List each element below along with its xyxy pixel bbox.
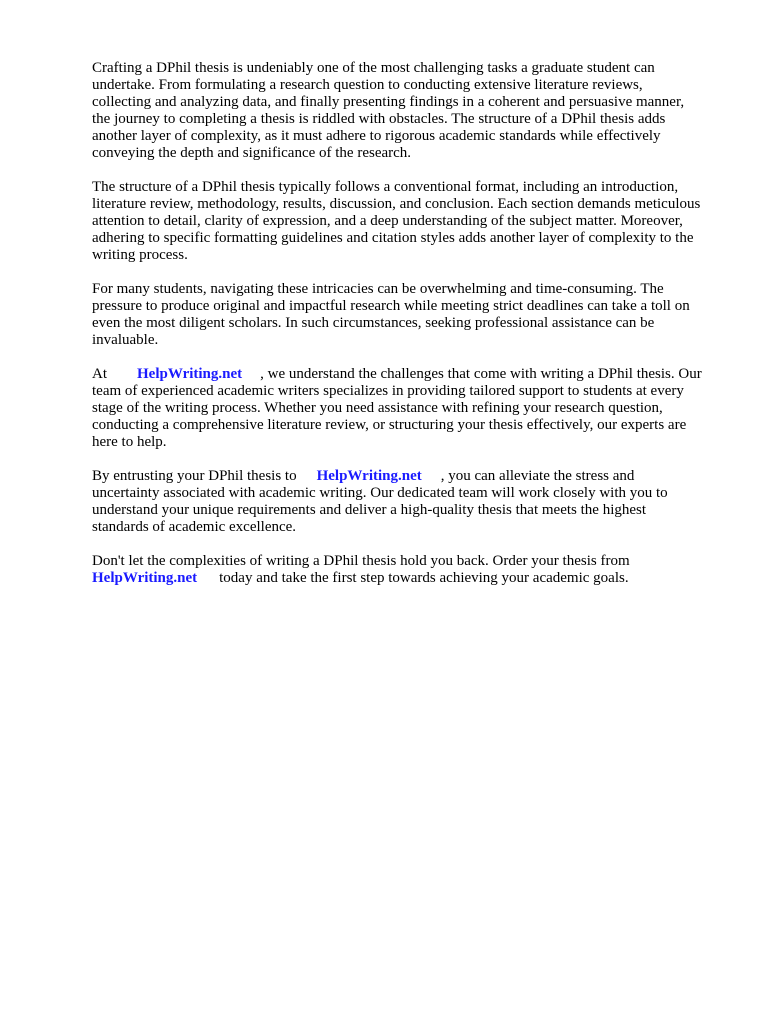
paragraph-text: today and take the first step towards achieving your academic goals.: [219, 570, 629, 586]
paragraph-text: By entrusting your DPhil thesis to: [92, 468, 297, 484]
paragraph-structure: The structure of a DPhil thesis typically follows a conventional format, including an introduction, literature review, methodology, results, discussion, and conclusion. Each section demands meticulous attention to detail, clarity of expression, and a deep understanding of the subject matter. Moreover, adhering to specific formatting guidelines and citation styles adds another layer of complexity to the writing process.: [92, 179, 701, 263]
paragraph-text: Don't let the complexities of writing a DPhil thesis hold you back. Order your thesis from: [92, 553, 630, 569]
paragraph-text: , you can alleviate the stress and uncertainty associated with academic writing. Our dedicated team will work closely with you to understand your unique requirements and deliver a high-quality thesis that meets the highest standards of academic excellence.: [92, 468, 668, 535]
paragraph-order: [92, 553, 732, 587]
document-body: [92, 60, 732, 604]
helpwriting-link[interactable]: HelpWriting.net: [316, 468, 422, 484]
paragraph-text: At: [92, 366, 107, 382]
paragraph-intro: Crafting a DPhil thesis is undeniably one of the most challenging tasks a graduate student can undertake. From formulating a research question to conducting extensive literature reviews, collecting and analyzing data, and finally presenting findings in a coherent and persuasive manner, the journey to completing a thesis is riddled with obstacles. The structure of a DPhil thesis adds another layer of complexity, as it must adhere to rigorous academic standards while effectively conveying the depth and significance of the research.: [92, 60, 685, 161]
helpwriting-link[interactable]: HelpWriting.net: [137, 366, 243, 382]
helpwriting-link[interactable]: HelpWriting.net: [92, 570, 198, 586]
paragraph-text: , we understand the challenges that come with writing a DPhil thesis. Our team of experienced academic writers specializes in providing tailored support to students at every stage of the writing process. Whether you need assistance with refining your research question, conducting a comprehensive literature review, or structuring your thesis effectively, our experts are here to help.: [92, 366, 702, 450]
paragraph-students: For many students, navigating these intricacies can be overwhelming and time-consuming. The pressure to produce original and impactful research while meeting strict deadlines can take a toll on even the most diligent scholars. In such circumstances, seeking professional assistance can be invaluable.: [92, 281, 690, 348]
paragraph-entrusting: [92, 468, 732, 536]
paragraph-at-helpwriting: [92, 366, 732, 451]
